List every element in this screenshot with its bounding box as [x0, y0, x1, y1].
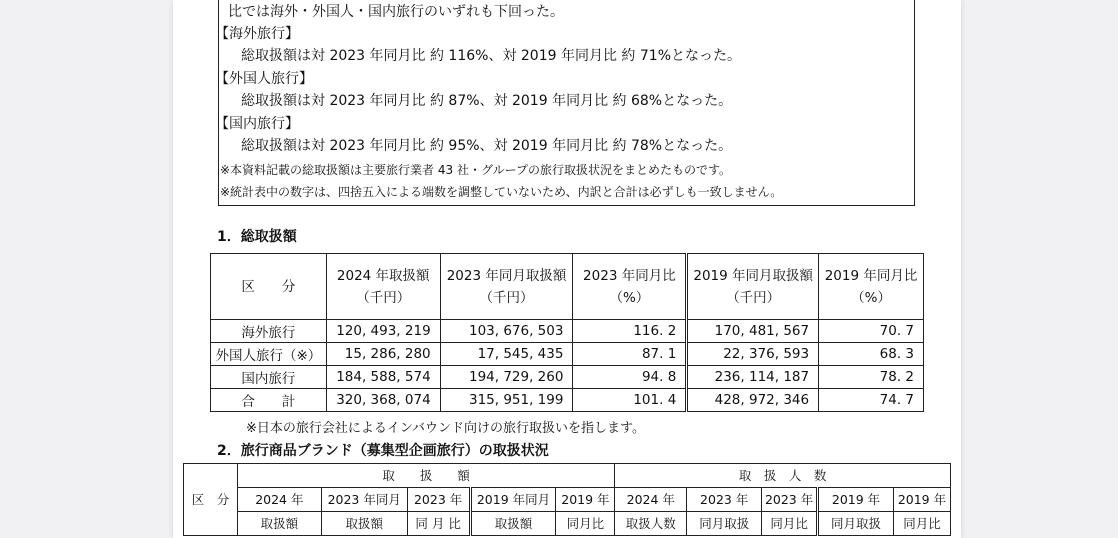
section1-title: 1．総取扱額: [217, 229, 297, 245]
table-subheader-row-2: [184, 512, 951, 536]
row-label: 外国人旅行（※）: [211, 343, 327, 366]
cell-2023-ratio: 101. 4: [573, 389, 687, 412]
cell-2023-ratio: 94. 8: [573, 366, 687, 389]
subheader-col: 取扱額: [237, 512, 321, 536]
cell-2023-amount: 315, 951, 199: [440, 389, 573, 412]
summary-note-2: ※統計表中の数字は、四捨五入による端数を調整していないため、内訳と合計は必ずしも一致しません。: [220, 185, 783, 199]
subheader-col: 同月取扱: [818, 512, 894, 536]
table-row-total: [211, 389, 924, 412]
cell-2019-ratio: 70. 7: [819, 320, 924, 343]
brand-products-table: [183, 463, 951, 536]
header-2019-ratio: 2019 年同月比 （%）: [819, 254, 924, 320]
header-group-amount: 取 扱 額: [237, 464, 614, 488]
subheader-col: 2024 年: [237, 488, 321, 512]
cell-2024-amount: 184, 588, 574: [326, 366, 440, 389]
summary-note-1: ※本資料記載の総取扱額は主要旅行業者 43 社・グループの旅行取扱状況をまとめたものです。: [220, 163, 732, 177]
cell-2023-amount: 103, 676, 503: [440, 320, 573, 343]
overseas-text: 総取扱額は対 2023 年同月比 約 116%、対 2019 年同月比 約 71%となった。: [241, 48, 741, 64]
subheader-col: 同月比: [762, 512, 818, 536]
header-2024-amount: 2024 年取扱額 （千円）: [326, 254, 440, 320]
header-2019-amount: 2019 年同月取扱額 （千円）: [687, 254, 819, 320]
cell-2019-ratio: 68. 3: [819, 343, 924, 366]
header-category: 区 分: [184, 464, 238, 536]
header-group-people: 取 扱 人 数: [615, 464, 951, 488]
overseas-heading: 【海外旅行】: [215, 26, 299, 42]
table-row: [211, 320, 924, 343]
document-page: [173, 0, 961, 538]
cell-2023-amount: 194, 729, 260: [440, 366, 573, 389]
subheader-col: 2019 年: [556, 488, 615, 512]
table-group-header-row: [184, 464, 951, 488]
cell-2024-amount: 320, 368, 074: [326, 389, 440, 412]
cell-2019-amount: 22, 376, 593: [687, 343, 819, 366]
cell-2023-ratio: 87. 1: [573, 343, 687, 366]
header-2023-ratio: 2023 年同月比 （%）: [573, 254, 687, 320]
row-label: 合 計: [211, 389, 327, 412]
header-2023-amount: 2023 年同月取扱額 （千円）: [440, 254, 573, 320]
header-category: 区 分: [211, 254, 327, 320]
subheader-col: 同 月 比: [407, 512, 470, 536]
subheader-col: 同月比: [893, 512, 950, 536]
foreign-heading: 【外国人旅行】: [215, 71, 313, 87]
subheader-col: 2023 年: [762, 488, 818, 512]
domestic-heading: 【国内旅行】: [215, 116, 299, 132]
subheader-col: 2019 年: [818, 488, 894, 512]
foreign-text: 総取扱額は対 2023 年同月比 約 87%、対 2019 年同月比 約 68%となった。: [241, 93, 733, 109]
cell-2019-ratio: 74. 7: [819, 389, 924, 412]
row-label: 海外旅行: [211, 320, 327, 343]
total-amount-table: [210, 253, 924, 412]
subheader-col: 取扱額: [470, 512, 556, 536]
cell-2019-ratio: 78. 2: [819, 366, 924, 389]
subheader-col: 取扱人数: [615, 512, 687, 536]
subheader-col: 2023 年: [407, 488, 470, 512]
cell-2023-ratio: 116. 2: [573, 320, 687, 343]
cell-2019-amount: 236, 114, 187: [687, 366, 819, 389]
section2-title: 2．旅行商品ブランド（募集型企画旅行）の取扱状況: [217, 443, 549, 459]
table-header-row: [211, 254, 924, 320]
subheader-col: 取扱額: [321, 512, 407, 536]
table-subheader-row: [184, 488, 951, 512]
cell-2024-amount: 120, 493, 219: [326, 320, 440, 343]
summary-intro-line: 比では海外・外国人・国内旅行のいずれも下回った。: [228, 4, 564, 20]
subheader-col: 2024 年: [615, 488, 687, 512]
domestic-text: 総取扱額は対 2023 年同月比 約 95%、対 2019 年同月比 約 78%となった。: [241, 138, 733, 154]
subheader-col: 2019 年同月: [470, 488, 556, 512]
cell-2019-amount: 170, 481, 567: [687, 320, 819, 343]
cell-2023-amount: 17, 545, 435: [440, 343, 573, 366]
table-row: [211, 343, 924, 366]
row-label: 国内旅行: [211, 366, 327, 389]
table-row: [211, 366, 924, 389]
subheader-col: 同月比: [556, 512, 615, 536]
cell-2019-amount: 428, 972, 346: [687, 389, 819, 412]
subheader-col: 2023 年: [687, 488, 762, 512]
subheader-col: 2019 年: [893, 488, 950, 512]
subheader-col: 同月取扱: [687, 512, 762, 536]
subheader-col: 2023 年同月: [321, 488, 407, 512]
cell-2024-amount: 15, 286, 280: [326, 343, 440, 366]
inbound-footnote: ※日本の旅行会社によるインバウンド向けの旅行取扱いを指します。: [246, 421, 645, 436]
